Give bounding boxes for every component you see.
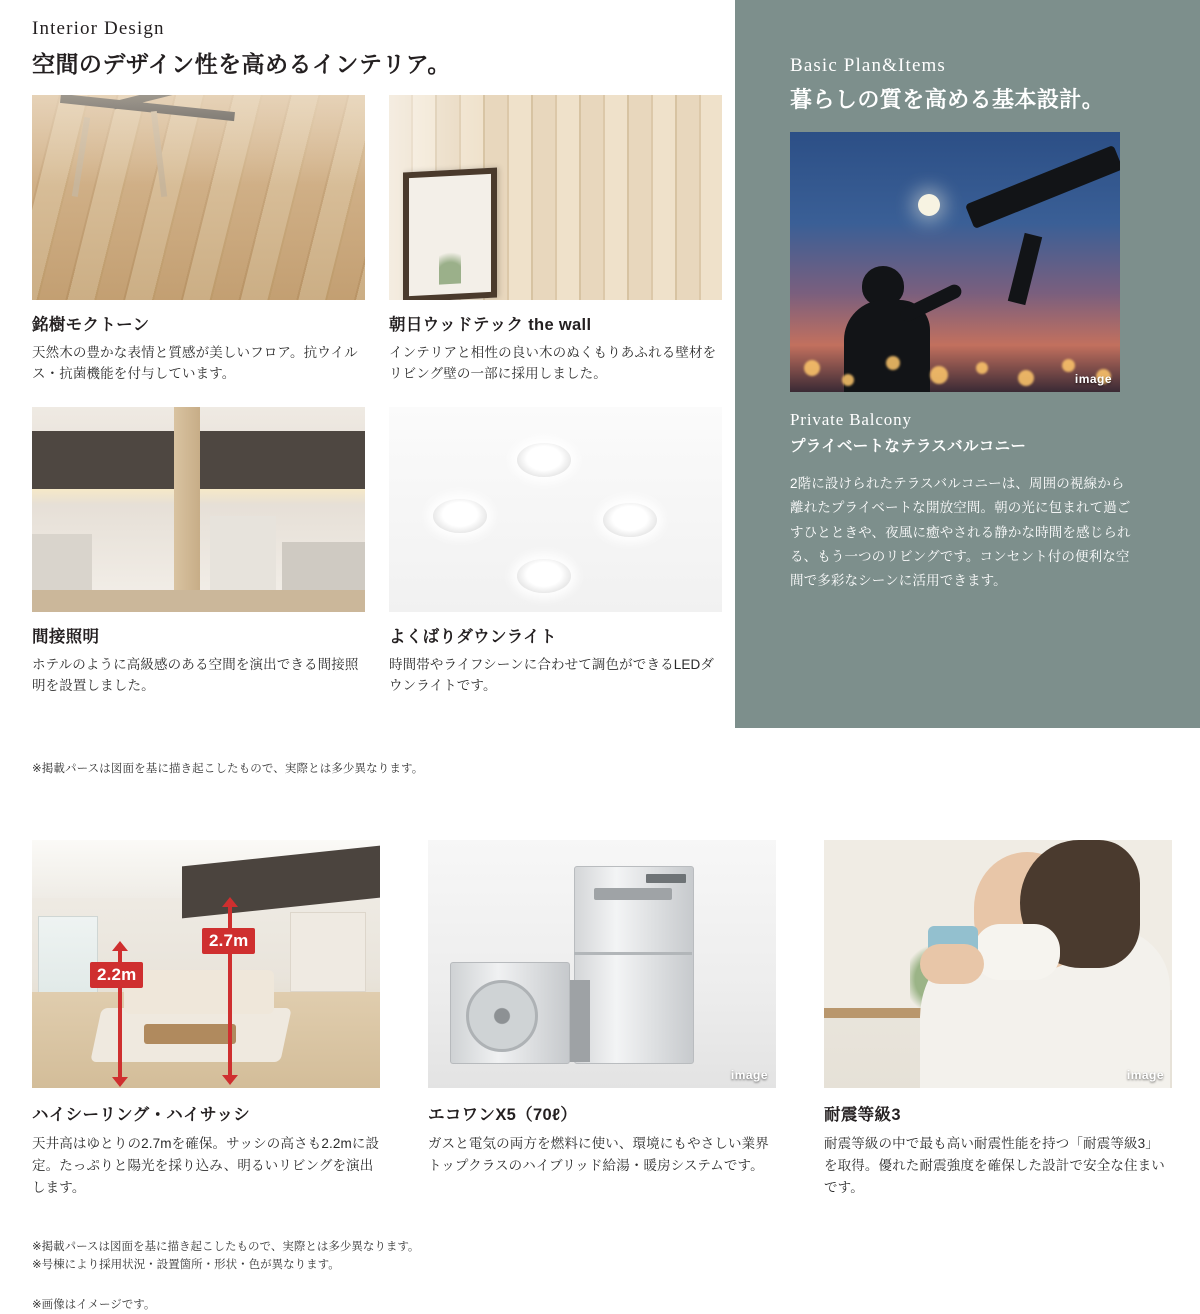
woman-with-cup-photo [824, 840, 1172, 1088]
feature-title: ハイシーリング・ハイサッシ [32, 1106, 251, 1124]
feature-title: 耐震等級3 [824, 1106, 901, 1124]
item-desc: インテリアと相性の良い木のぬくもりあふれる壁材をリビング壁の一部に採用しました。 [389, 345, 717, 382]
balcony-title-en: Private Balcony [790, 410, 912, 429]
feature-item [824, 840, 1172, 1199]
interior-items-grid [32, 95, 722, 696]
feature-desc: 天井高はゆとりの2.7mを確保。サッシの高さも2.2mに設定。たっぷりと陽光を採り込み、明るいリビングを演出します。 [32, 1136, 380, 1195]
interior-item [32, 407, 365, 697]
wood-wall-panel-photo [389, 95, 722, 300]
section-title-jp: 空間のデザイン性を高めるインテリア。 [32, 51, 451, 77]
interior-item [389, 95, 722, 385]
image-badge: image [730, 1068, 768, 1082]
wood-flooring-photo [32, 95, 365, 300]
balcony-description: 2階に設けられたテラスバルコニーは、周囲の視線から離れたプライベートな開放空間。朝の光に包まれて過ごすひとときや、夜風に癒やされる静かな時間を感じられる、もう一つのリビングです。コンセント付の便利な空間で多彩なシーンに活用できます。 [790, 476, 1131, 589]
feature-title: エコワンX5（70ℓ） [428, 1106, 578, 1124]
feature-desc: ガスと電気の両方を燃料に使い、環境にもやさしい業界トップクラスのハイブリッド給湯・暖房システムです。 [428, 1136, 769, 1173]
feature-item [428, 840, 776, 1199]
item-title: 銘樹モクトーン [32, 316, 150, 334]
item-desc: ホテルのように高級感のある空間を演出できる間接照明を設置しました。 [32, 656, 359, 693]
picture-frame-decoration [403, 168, 497, 300]
features-row [32, 840, 1172, 1199]
bottom-note-1: ※掲載パースは図面を基に描き起こしたもので、実際とは多少異なります。 [32, 1241, 420, 1253]
feature-desc: 耐震等級の中で最も高い耐震性能を持つ「耐震等級3」を取得。優れた耐震強度を確保した設計で安全な住まいです。 [824, 1136, 1165, 1195]
balcony-title-jp: プライベートなテラスバルコニー [790, 438, 1027, 455]
bottom-note-2: ※号棟により採用状況・設置箇所・形状・色が異なります。 [32, 1259, 340, 1272]
image-badge: image [1126, 1068, 1164, 1082]
interior-note: ※掲載パースは図面を基に描き起こしたもので、実際とは多少異なります。 [32, 763, 424, 775]
item-title: よくばりダウンライト [389, 627, 557, 646]
basic-plan-section [735, 0, 1200, 728]
chair-legs-decoration [60, 95, 240, 197]
image-badge: image [1074, 372, 1112, 386]
basic-title-jp: 暮らしの質を高める基本設計。 [790, 87, 1105, 112]
item-title: 朝日ウッドテック the wall [389, 316, 592, 334]
section-title-en: Interior Design [32, 18, 165, 39]
bokeh-lights-decoration [790, 322, 1120, 392]
indirect-lighting-photo [32, 407, 365, 612]
item-title: 間接照明 [32, 627, 100, 646]
item-desc: 時間帯やライフシーンに合わせて調色ができるLEDダウンライトです。 [389, 656, 715, 693]
ceiling-height-label: 2.7m [202, 928, 255, 954]
living-room-ceiling-height-photo [32, 840, 380, 1088]
sash-height-label: 2.2m [90, 962, 143, 988]
bottom-note-3: ※画像はイメージです。 [32, 1299, 156, 1311]
interior-item [32, 95, 365, 385]
item-desc: 天然木の豊かな表情と質感が美しいフロア。抗ウイルス・抗菌機能を付与しています。 [32, 345, 358, 382]
telescope-night-photo [790, 132, 1120, 392]
downlight-ceiling-photo [389, 407, 722, 612]
basic-title-en: Basic Plan&Items [790, 55, 946, 76]
feature-item [32, 840, 380, 1199]
bottom-notes [32, 1238, 419, 1275]
interior-design-section [32, 18, 722, 696]
interior-item [389, 407, 722, 697]
ecoone-water-heater-photo [428, 840, 776, 1088]
